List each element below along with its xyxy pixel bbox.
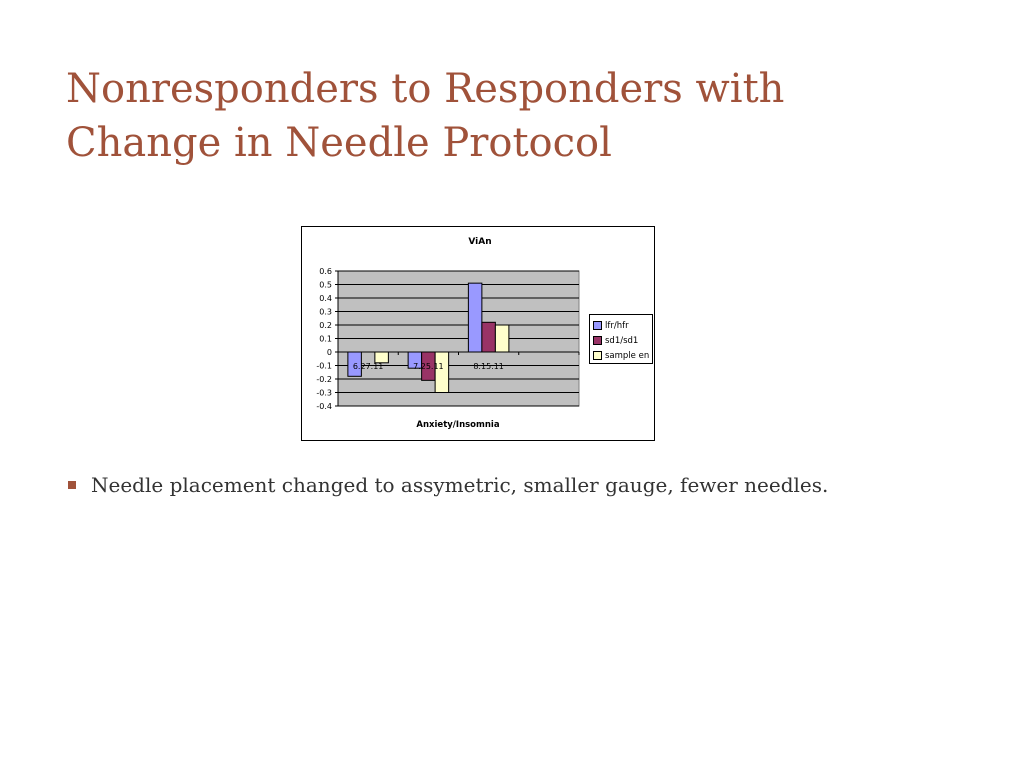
y-tick-labels	[316, 267, 332, 411]
y-tick-label: 0.1	[319, 334, 332, 344]
legend-label: sample en	[605, 350, 650, 361]
legend-item	[593, 333, 652, 348]
bar	[495, 325, 509, 352]
bullet-item	[68, 470, 868, 501]
chart-title: ViAn	[468, 237, 492, 247]
bar	[435, 352, 449, 393]
legend-label: lfr/hfr	[605, 320, 629, 331]
x-tick-label: 6.27.11	[352, 362, 384, 371]
x-tick-label: 7.25.11	[413, 362, 444, 371]
legend-item	[593, 348, 652, 363]
y-tick-label: -0.2	[316, 375, 332, 384]
y-tick-label: -0.1	[316, 361, 332, 371]
y-tick-label: -0.3	[316, 388, 332, 398]
y-tick-label: 0.2	[319, 321, 332, 330]
y-tick-label: 0.3	[319, 307, 332, 317]
legend-label: sd1/sd1	[605, 335, 639, 346]
y-tick-label: 0.5	[319, 280, 332, 290]
slide-title: Nonresponders to Responders with Change in Needle Protocol	[66, 66, 785, 166]
bullet-square-icon	[68, 481, 76, 489]
legend-swatch	[593, 336, 602, 345]
legend-item	[593, 318, 652, 333]
y-tick-label: -0.4	[316, 402, 332, 411]
x-axis-title: Anxiety/Insomnia	[416, 420, 500, 430]
bullet-list	[68, 470, 868, 501]
chart-legend	[589, 314, 653, 364]
y-tick-label: 0.6	[319, 267, 332, 276]
x-tick-labels	[353, 362, 504, 371]
bar	[468, 283, 482, 352]
bar	[482, 322, 496, 352]
x-tick-label: 8.15.11	[473, 362, 504, 371]
chart-frame	[301, 226, 655, 441]
legend-swatch	[593, 321, 602, 330]
y-tick-label: 0	[326, 348, 332, 357]
bullet-text: Needle placement changed to assymetric, smaller gauge, fewer needles.	[91, 473, 829, 497]
legend-swatch	[593, 351, 602, 360]
y-tick-label: 0.4	[319, 294, 332, 303]
